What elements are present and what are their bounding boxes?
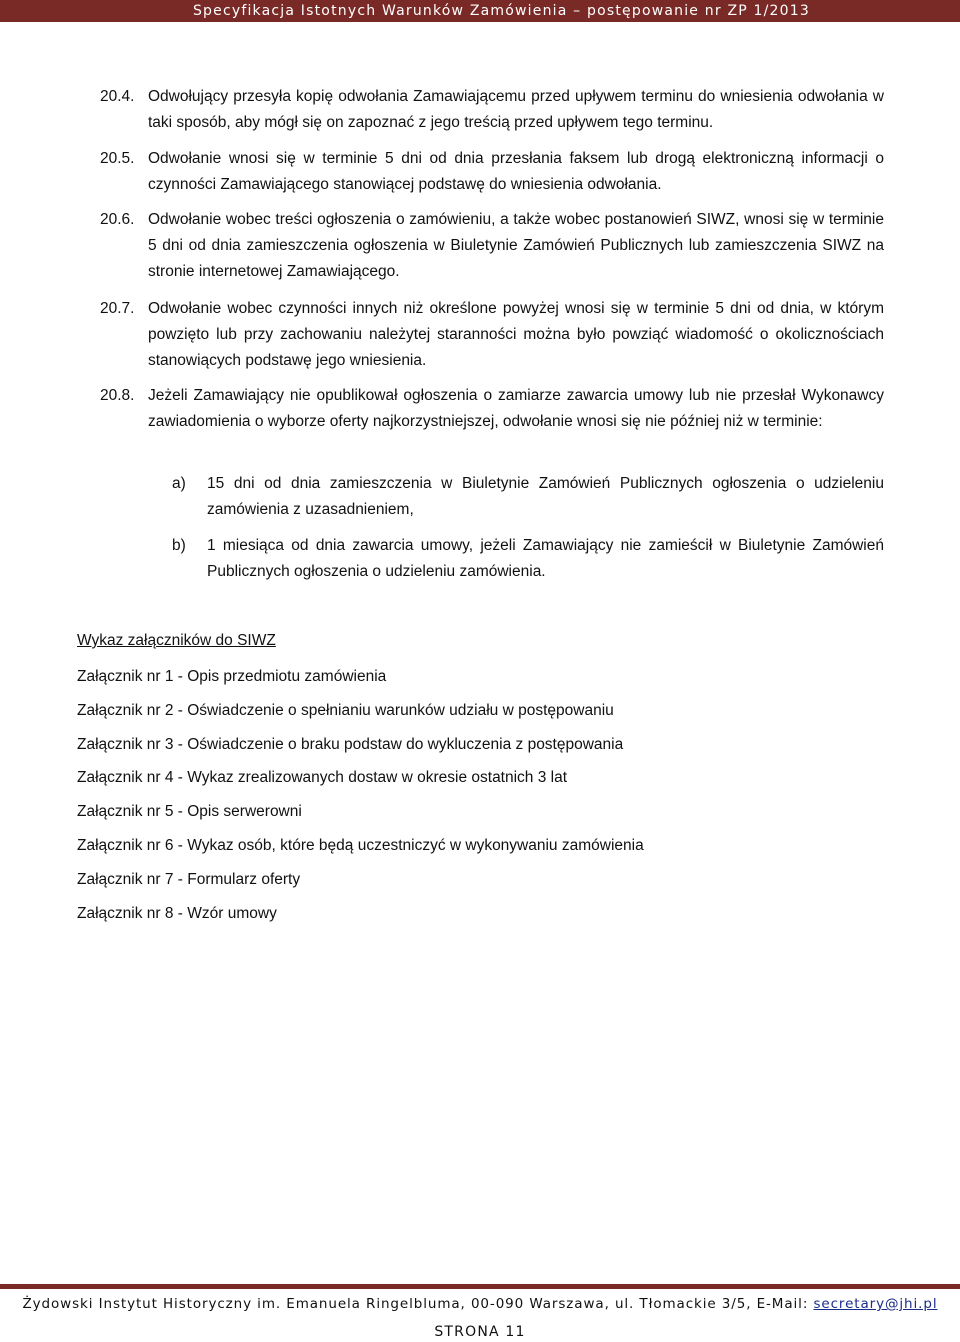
header-title: Specyfikacja Istotnych Warunków Zamówienia – postępowanie nr ZP 1/2013 (192, 3, 810, 19)
item-number: 20.8. (100, 387, 135, 404)
item-text: Jeżeli Zamawiający nie opublikował ogłoszenia o zamiarze zawarcia umowy lub nie przesłał Wykonawcy zawiadomienia o wyborze oferty najkorzystniejszej, odwołanie wnosi się nie później niż w terminie: (148, 387, 884, 430)
item-text: Odwołanie wobec treści ogłoszenia o zamówieniu, a także wobec postanowień SIWZ, wnosi się w terminie 5 dni od dnia zamieszczenia ogłoszenia w Biuletynie Zamówień Publicznych lub zamieszczenia SIWZ na stronie internetowej Zamawiającego. (148, 211, 884, 280)
item-text: Odwołujący przesyła kopię odwołania Zamawiającemu przed upływem terminu do wniesienia odwołania w taki sposób, aby mógł się on zapoznać z jego treścią przed upływem tego terminu. (148, 88, 884, 131)
sub-item (172, 471, 884, 523)
item-number: 20.7. (100, 300, 135, 317)
attachments-title: Wykaz załączników do SIWZ (77, 632, 276, 649)
section-item (100, 146, 884, 198)
sub-item-text: 15 dni od dnia zamieszczenia w Biuletynie Zamówień Publicznych ogłoszenia o udzieleniu zamówienia z uzasadnieniem, (207, 475, 884, 518)
footer-address: Żydowski Instytut Historyczny im. Emanuela Ringelbluma, 00-090 Warszawa, ul. Tłomackie 3/5, E-Mail: (22, 1296, 814, 1312)
section-item (100, 84, 884, 136)
section-item (100, 296, 884, 374)
sub-item-label: b) (172, 537, 186, 554)
attachment-item: Załącznik nr 8 - Wzór umowy (77, 905, 277, 922)
section-item (100, 207, 884, 285)
item-text: Odwołanie wnosi się w terminie 5 dni od dnia przesłania faksem lub drogą elektroniczną informacji o czynności Zamawiającego stanowiącej podstawę do wniesienia odwołania. (148, 150, 884, 193)
sub-item-label: a) (172, 475, 186, 492)
page-footer (0, 1296, 960, 1312)
item-number: 20.5. (100, 150, 135, 167)
attachment-item: Załącznik nr 5 - Opis serwerowni (77, 803, 302, 820)
item-number: 20.6. (100, 211, 135, 228)
sub-item-text: 1 miesiąca od dnia zawarcia umowy, jeżeli Zamawiający nie zamieścił w Biuletynie Zamówień Publicznych ogłoszenia o udzieleniu zamówienia. (207, 537, 884, 580)
sub-item (172, 533, 884, 585)
attachment-item: Załącznik nr 4 - Wykaz zrealizowanych dostaw w okresie ostatnich 3 lat (77, 769, 568, 786)
attachment-item: Załącznik nr 3 - Oświadczenie o braku podstaw do wykluczenia z postępowania (77, 736, 624, 753)
attachment-item: Załącznik nr 2 - Oświadczenie o spełnianiu warunków udziału w postępowaniu (77, 702, 614, 719)
page-header (0, 0, 960, 22)
footer-email-link[interactable]: secretary@jhi.pl (813, 1296, 938, 1312)
page-number: STRONA 11 (434, 1324, 526, 1340)
attachment-item: Załącznik nr 7 - Formularz oferty (77, 871, 301, 888)
section-item (100, 383, 884, 435)
footer-divider (0, 1284, 960, 1289)
item-text: Odwołanie wobec czynności innych niż określone powyżej wnosi się w terminie 5 dni od dnia, w którym powzięto lub przy zachowaniu należytej staranności można było powziąć wiadomość o okolicznościach stanowiących podstawę jego wniesienia. (148, 300, 884, 369)
attachment-item: Załącznik nr 6 - Wykaz osób, które będą uczestniczyć w wykonywaniu zamówienia (77, 837, 644, 854)
attachment-item: Załącznik nr 1 - Opis przedmiotu zamówienia (77, 668, 387, 685)
item-number: 20.4. (100, 88, 135, 105)
